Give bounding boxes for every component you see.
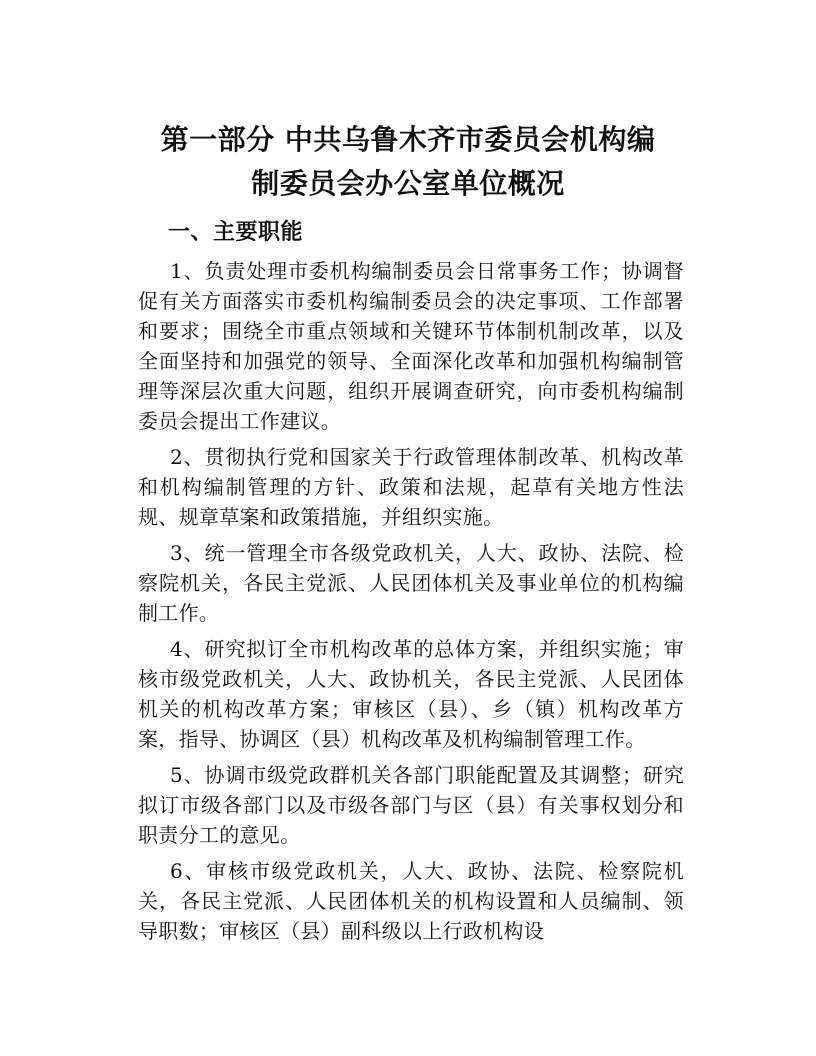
paragraph-4: 4、研究拟订全市机构改革的总体方案，并组织实施；审核市级党政机关，人大、政协机关，各民主党派、人民团体机关的机构改革方案；审核区（县）、乡（镇）机构改革方案，指导、协调区（县）机构改革及机构编制管理工作。 <box>138 637 684 751</box>
page-title <box>110 118 706 206</box>
paragraph-2: 2、贯彻执行党和国家关于行政管理体制改革、机构改革和机构编制管理的方针、政策和法规，起草有关地方性法规、规章草案和政策措施，并组织实施。 <box>138 445 684 529</box>
paragraph-1: 1、负责处理市委机构编制委员会日常事务工作；协调督促有关方面落实市委机构编制委员会的决定事项、工作部署和要求；围绕全市重点领域和关键环节体制机制改革，以及全面坚持和加强党的领导、全面深化改革和加强机构编制管理等深层次重大问题，组织开展调查研究，向市委机构编制委员会提出工作建议。 <box>138 259 684 433</box>
document-body <box>138 256 684 952</box>
paragraph-5: 5、协调市级党政群机关各部门职能配置及其调整；研究拟订市级各部门以及市级各部门与区（县）有关事权划分和职责分工的意见。 <box>138 763 684 847</box>
paragraph-3: 3、统一管理全市各级党政机关，人大、政协、法院、检察院机关，各民主党派、人民团体机关及事业单位的机构编制工作。 <box>138 541 684 625</box>
title-line-1: 第一部分 中共乌鲁木齐市委员会机构编 <box>160 123 656 156</box>
paragraph-6: 6、审核市级党政机关，人大、政协、法院、检察院机关，各民主党派、人民团体机关的机构设置和人员编制、领导职数；审核区（县）副科级以上行政机构设 <box>138 859 684 943</box>
section-heading: 一、主要职能 <box>168 220 304 245</box>
title-line-2: 制委员会办公室单位概况 <box>251 167 565 200</box>
